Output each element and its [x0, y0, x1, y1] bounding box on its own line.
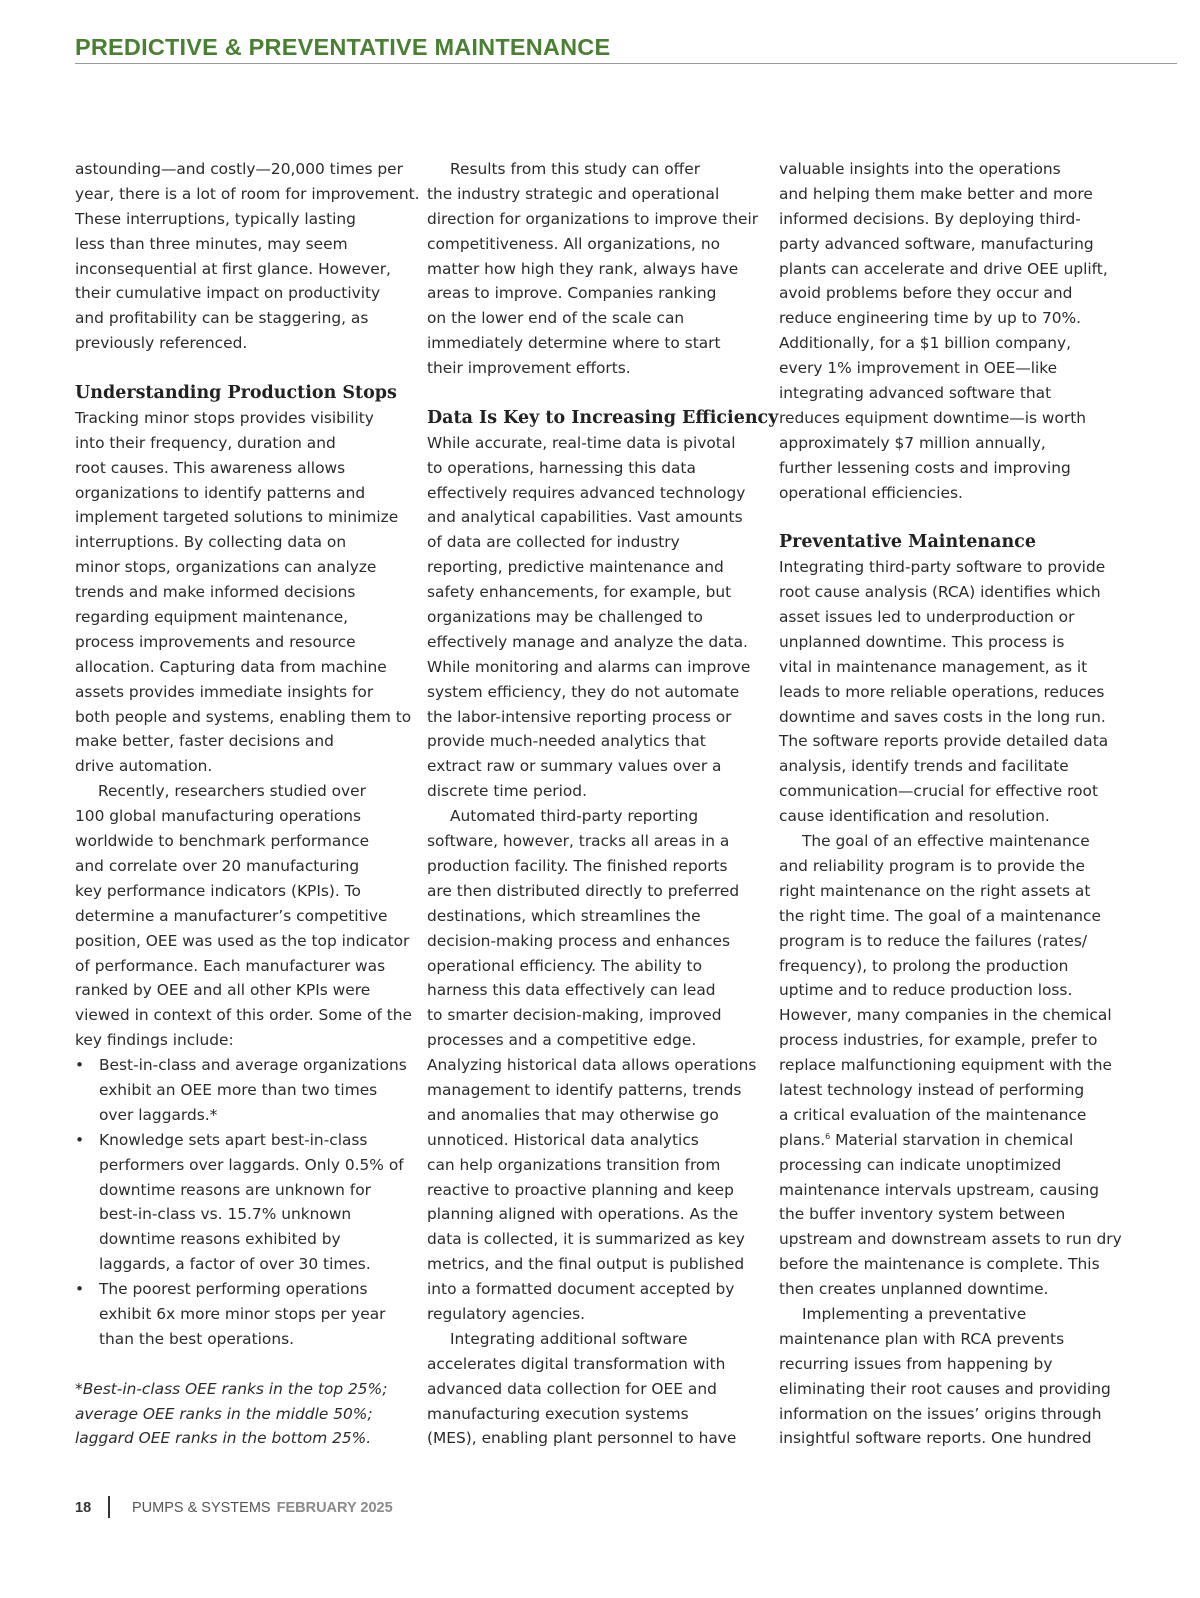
text-line: These interruptions, typically lasting [75, 209, 356, 228]
text-line: laggard OEE ranks in the bottom 25%. [75, 1429, 372, 1448]
text-line: then creates unplanned downtime. [779, 1280, 1049, 1299]
text-line: their cumulative impact on productivity [75, 284, 381, 303]
text-line: replace malfunctioning equipment with the [779, 1056, 1113, 1075]
text-line: cause identification and resolution. [779, 807, 1050, 826]
text-line: matter how high they rank, always have [427, 259, 739, 278]
text-line: key findings include: [75, 1031, 234, 1050]
text-line: Analyzing historical data allows operations [427, 1056, 757, 1075]
bullet-line: over laggards.* [99, 1105, 218, 1124]
bullet-line: performers over laggards. Only 0.5% of [99, 1155, 404, 1174]
text-line: data is collected, it is summarized as key [427, 1230, 745, 1249]
text-line: Integrating third-party software to provide [779, 558, 1106, 577]
text-line: (MES), enabling plant personnel to have [427, 1429, 737, 1448]
text-line: Results from this study can offer [450, 160, 701, 178]
bullet-item [75, 1277, 405, 1352]
text-line: and helping them make better and more [779, 184, 1093, 203]
text-line: organizations to identify patterns and [75, 483, 366, 502]
text-line: production facility. The finished reports [427, 856, 728, 875]
text-line: 100 global manufacturing operations [75, 807, 362, 826]
section-title: PREDICTIVE & PREVENTATIVE MAINTENANCE [75, 34, 611, 60]
text-line: operational efficiencies. [779, 483, 963, 502]
text-line: unnoticed. Historical data analytics [427, 1130, 699, 1149]
text-line: organizations may be challenged to [427, 608, 703, 627]
text-line: make better, faster decisions and [75, 732, 334, 751]
text-line: recurring issues from happening by [779, 1354, 1053, 1373]
text-line: reduce engineering time by up to 70%. [779, 309, 1082, 328]
text-line: integrating advanced software that [779, 384, 1052, 403]
paragraph [427, 804, 757, 1327]
text-line: operational efficiency. The ability to [427, 956, 702, 975]
text-line: and correlate over 20 manufacturing [75, 856, 360, 875]
text-line: key performance indicators (KPIs). To [75, 881, 361, 900]
text-line: drive automation. [75, 757, 213, 776]
text-line: reduces equipment downtime—is worth [779, 408, 1087, 427]
text-line: the industry strategic and operational [427, 184, 720, 203]
bullet-text: Knowledge sets apart best-in-class [99, 1130, 368, 1149]
text-line: metrics, and the final output is published [427, 1255, 745, 1274]
text-line: their improvement efforts. [427, 359, 631, 378]
text-line: discrete time period. [427, 782, 587, 801]
text-line: less than three minutes, may seem [75, 234, 348, 253]
text-line: viewed in context of this order. Some of the [75, 1006, 413, 1025]
text-line: eliminating their root causes and providing [779, 1379, 1111, 1398]
text-line: extract raw or summary values over a [427, 757, 722, 776]
text-line: can help organizations transition from [427, 1155, 721, 1174]
text-line: into a formatted document accepted by [427, 1280, 735, 1299]
text-line: process industries, for example, prefer to [779, 1031, 1098, 1050]
text-line: reactive to proactive planning and keep [427, 1180, 734, 1199]
paragraph [427, 431, 757, 804]
text-line: party advanced software, manufacturing [779, 234, 1094, 253]
text-line: unplanned downtime. This process is [779, 632, 1065, 651]
subheading-preventative-maintenance: Preventative Maintenance [779, 532, 1036, 553]
text-line: Implementing a preventative [802, 1304, 1027, 1323]
bullet-line: best-in-class vs. 15.7% unknown [99, 1205, 352, 1224]
bullet-item [75, 1128, 405, 1277]
text-line: the buffer inventory system between [779, 1205, 1066, 1224]
issue-date: FEBRUARY 2025 [276, 1500, 393, 1516]
text-line: planning aligned with operations. As the [427, 1205, 739, 1224]
paragraph [75, 779, 413, 1053]
bullet-dot-icon: • [75, 1280, 85, 1299]
text-line: harness this data effectively can lead [427, 981, 716, 1000]
text-line: allocation. Capturing data from machine [75, 657, 387, 676]
text-line: Automated third-party reporting [450, 807, 699, 826]
footnote [75, 1377, 405, 1452]
text-line: While accurate, real-time data is pivotal [427, 433, 736, 452]
text-line: approximately $7 million annually, [779, 433, 1046, 452]
column-1 [75, 157, 420, 1451]
subheading-data-is-key: Data Is Key to Increasing Efficiency [427, 407, 779, 428]
text-line: every 1% improvement in OEE—like [779, 359, 1058, 378]
text-line: The goal of an effective maintenance [802, 832, 1090, 851]
text-line: a critical evaluation of the maintenance [779, 1105, 1087, 1124]
text-line: implement targeted solutions to minimize [75, 508, 399, 527]
paragraph [779, 1302, 1114, 1451]
bullet-list [75, 1053, 405, 1352]
paragraph [779, 829, 1122, 1302]
text-line: vital in maintenance management, as it [779, 657, 1088, 676]
bullet-line: than the best operations. [99, 1329, 295, 1348]
page-number: 18 [75, 1500, 92, 1516]
bullet-line: exhibit 6x more minor stops per year [99, 1304, 386, 1323]
text-line: upstream and downstream assets to run dry [779, 1230, 1122, 1249]
running-header [75, 33, 1177, 64]
text-line: previously referenced. [75, 334, 248, 353]
text-line: accelerates digital transformation with [427, 1354, 726, 1373]
text-line: of data are collected for industry [427, 533, 680, 552]
bullet-line: downtime reasons are unknown for [99, 1180, 371, 1199]
text-line: and anomalies that may otherwise go [427, 1105, 719, 1124]
text-line: latest technology instead of performing [779, 1080, 1085, 1099]
text-line: insightful software reports. One hundred [779, 1429, 1092, 1448]
text-line: the labor-intensive reporting process or [427, 707, 732, 726]
magazine-name [132, 1500, 393, 1516]
text-line: management to identify patterns, trends [427, 1080, 742, 1099]
text-fragment: Material starvation in chemical [830, 1130, 1074, 1149]
paragraph [779, 157, 1114, 505]
bullet-line: downtime reasons exhibited by [99, 1230, 341, 1249]
text-line: The software reports provide detailed data [779, 732, 1109, 751]
subheading-understanding-production-stops: Understanding Production Stops [75, 383, 397, 404]
text-line: advanced data collection for OEE and [427, 1379, 717, 1398]
text-line: and profitability can be staggering, as [75, 309, 369, 328]
text-line: asset issues led to underproduction or [779, 608, 1075, 627]
text-line: position, OEE was used as the top indicator [75, 931, 410, 950]
text-line: leads to more reliable operations, reduces [779, 682, 1105, 701]
text-line: Integrating additional software [450, 1329, 688, 1348]
text-line: analysis, identify trends and facilitate [779, 757, 1069, 776]
text-line: regulatory agencies. [427, 1304, 586, 1323]
text-line: competitiveness. All organizations, no [427, 234, 720, 253]
text-line: system efficiency, they do not automate [427, 682, 740, 701]
text-line: manufacturing execution systems [427, 1404, 689, 1423]
text-line: minor stops, organizations can analyze [75, 558, 377, 577]
text-line: further lessening costs and improving [779, 458, 1071, 477]
text-line: root causes. This awareness allows [75, 458, 346, 477]
bullet-line [75, 1053, 405, 1078]
text-line: plants can accelerate and drive OEE uplift, [779, 259, 1108, 278]
paragraph-lines [779, 829, 1114, 1128]
text-line: trends and make informed decisions [75, 583, 356, 602]
text-line: communication—crucial for effective root [779, 782, 1098, 801]
text-line: immediately determine where to start [427, 334, 721, 353]
footer-divider [108, 1496, 110, 1518]
text-line: assets provides immediate insights for [75, 682, 374, 701]
text-line: year, there is a lot of room for improvement. [75, 184, 420, 203]
text-line: on the lower end of the scale can [427, 309, 685, 328]
text-line: program is to reduce the failures (rates/ [779, 931, 1088, 950]
text-line: downtime and saves costs in the long run. [779, 707, 1106, 726]
text-line: safety enhancements, for example, but [427, 583, 732, 602]
text-line: valuable insights into the operations [779, 160, 1061, 178]
bullet-dot-icon: • [75, 1130, 85, 1149]
text-line: process improvements and resource [75, 632, 356, 651]
paragraph [427, 157, 757, 381]
text-line: and reliability program is to provide the [779, 856, 1085, 875]
text-line: However, many companies in the chemical [779, 1006, 1112, 1025]
text-line: the right time. The goal of a maintenance [779, 906, 1101, 925]
text-line: direction for organizations to improve their [427, 209, 759, 228]
paragraph [779, 555, 1114, 829]
text-line: destinations, which streamlines the [427, 906, 701, 925]
text-line: into their frequency, duration and [75, 433, 336, 452]
magazine-title: PUMPS & SYSTEMS [132, 1500, 271, 1516]
text-line: to smarter decision-making, improved [427, 1006, 722, 1025]
text-line: software, however, tracks all areas in a [427, 832, 730, 851]
bullet-text: The poorest performing operations [99, 1280, 368, 1299]
text-line: and analytical capabilities. Vast amounts [427, 508, 743, 527]
text-line: reporting, predictive maintenance and [427, 558, 724, 577]
paragraph [75, 157, 420, 356]
text-line: right maintenance on the right assets at [779, 881, 1091, 900]
text-line: informed decisions. By deploying third- [779, 209, 1081, 228]
text-line: ranked by OEE and all other KPIs were [75, 981, 371, 1000]
text-line: decision-making process and enhances [427, 931, 731, 950]
text-line: effectively requires advanced technology [427, 483, 746, 502]
text-line: root cause analysis (RCA) identifies which [779, 583, 1101, 602]
text-line: information on the issues’ origins through [779, 1404, 1102, 1423]
text-line: average OEE ranks in the middle 50%; [75, 1404, 373, 1423]
column-3 [779, 157, 1122, 1451]
text-line: both people and systems, enabling them to [75, 707, 412, 726]
text-line: While monitoring and alarms can improve [427, 657, 751, 676]
text-line: *Best-in-class OEE ranks in the top 25%; [75, 1379, 388, 1398]
text-line: Recently, researchers studied over [98, 782, 366, 801]
text-line: determine a manufacturer’s competitive [75, 906, 388, 925]
text-line: are then distributed directly to preferred [427, 881, 740, 900]
text-line [779, 1128, 1114, 1153]
reference-superscript: 6 [825, 1131, 831, 1141]
bullet-line [75, 1277, 405, 1302]
bullet-dot-icon: • [75, 1056, 85, 1075]
text-fragment: plans. [779, 1130, 826, 1149]
paragraph-lines [779, 1153, 1122, 1302]
bullet-item [75, 1053, 405, 1128]
text-line: Tracking minor stops provides visibility [75, 408, 374, 427]
bullet-text: Best-in-class and average organizations [99, 1056, 407, 1075]
text-line: maintenance plan with RCA prevents [779, 1329, 1065, 1348]
bullet-line: laggards, a factor of over 30 times. [99, 1255, 371, 1274]
bullet-line [75, 1128, 405, 1153]
text-line: before the maintenance is complete. This [779, 1255, 1100, 1274]
text-line: Additionally, for a $1 billion company, [779, 334, 1072, 353]
text-line: to operations, harnessing this data [427, 458, 696, 477]
text-line: areas to improve. Companies ranking [427, 284, 717, 303]
text-line: frequency), to prolong the production [779, 956, 1069, 975]
text-line: worldwide to benchmark performance [75, 832, 370, 851]
text-line: astounding—and costly—20,000 times per [75, 160, 403, 178]
text-line: provide much-needed analytics that [427, 732, 706, 751]
text-line: maintenance intervals upstream, causing [779, 1180, 1100, 1199]
text-line: processes and a competitive edge. [427, 1031, 697, 1050]
text-line: regarding equipment maintenance, [75, 608, 349, 627]
text-line: avoid problems before they occur and [779, 284, 1073, 303]
text-line: inconsequential at first glance. However, [75, 259, 391, 278]
text-line: interruptions. By collecting data on [75, 533, 347, 552]
paragraph [75, 406, 412, 779]
text-line: uptime and to reduce production loss. [779, 981, 1073, 1000]
text-line: effectively manage and analyze the data. [427, 632, 748, 651]
column-2 [427, 157, 779, 1451]
paragraph [427, 1327, 757, 1451]
text-line: of performance. Each manufacturer was [75, 956, 386, 975]
text-line: processing can indicate unoptimized [779, 1155, 1062, 1174]
bullet-line: exhibit an OEE more than two times [99, 1080, 378, 1099]
